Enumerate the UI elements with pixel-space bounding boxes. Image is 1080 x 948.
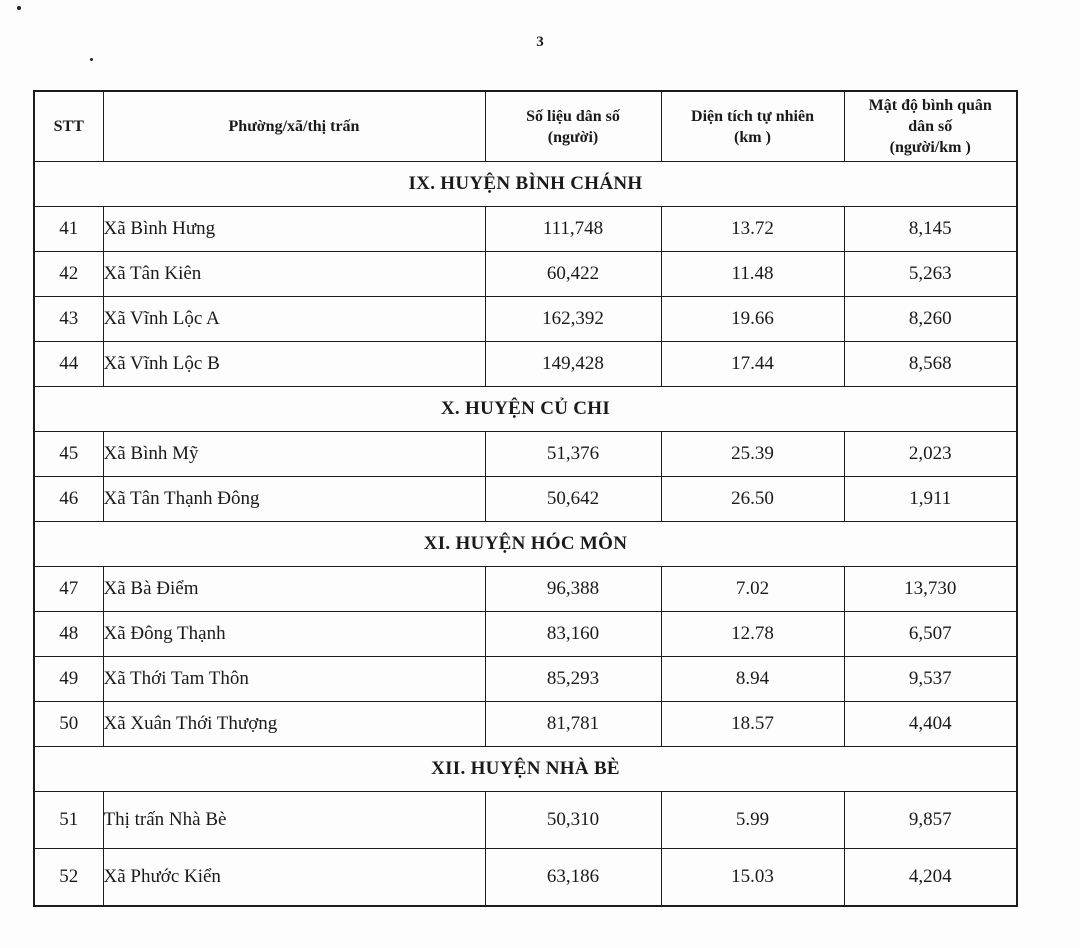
cell-stt: 48 xyxy=(34,612,103,657)
page-number: 3 xyxy=(536,34,544,50)
table-row xyxy=(34,567,1017,612)
cell-area: 11.48 xyxy=(661,252,844,297)
cell-stt: 52 xyxy=(34,849,103,907)
header-area-line: Diện tích tự nhiên xyxy=(691,107,814,125)
cell-population: 51,376 xyxy=(485,432,661,477)
header-density-line: Mật độ bình quân xyxy=(868,97,992,114)
cell-area: 18.57 xyxy=(661,702,844,747)
header-population xyxy=(485,91,661,162)
cell-population: 149,428 xyxy=(485,342,661,387)
cell-density: 9,857 xyxy=(844,792,1017,849)
cell-stt: 42 xyxy=(34,252,103,297)
cell-density: 8,568 xyxy=(844,342,1017,387)
section-row xyxy=(34,162,1017,207)
table-row xyxy=(34,207,1017,252)
table-body xyxy=(34,162,1017,907)
table-row xyxy=(34,477,1017,522)
cell-density: 4,204 xyxy=(844,849,1017,907)
cell-name: Xã Vĩnh Lộc A xyxy=(103,297,485,342)
section-title: XII. HUYỆN NHÀ BÈ xyxy=(34,747,1017,792)
header-density-line: (người/km ) xyxy=(889,139,971,156)
table-row xyxy=(34,612,1017,657)
header-name: Phường/xã/thị trấn xyxy=(103,91,485,162)
cell-density: 1,911 xyxy=(844,477,1017,522)
cell-area: 25.39 xyxy=(661,432,844,477)
table-row xyxy=(34,432,1017,477)
table-row xyxy=(34,849,1017,907)
cell-stt: 51 xyxy=(34,792,103,849)
cell-area: 8.94 xyxy=(661,657,844,702)
section-title: IX. HUYỆN BÌNH CHÁNH xyxy=(34,162,1017,207)
cell-name: Xã Thới Tam Thôn xyxy=(103,657,485,702)
header-population-line: (người) xyxy=(547,128,599,146)
header-area-line: (km ) xyxy=(734,128,771,146)
scan-speck xyxy=(17,6,21,10)
cell-name: Xã Bình Mỹ xyxy=(103,432,485,477)
header-population-line: Số liệu dân số xyxy=(526,107,620,125)
cell-population: 50,310 xyxy=(485,792,661,849)
cell-density: 8,260 xyxy=(844,297,1017,342)
cell-stt: 49 xyxy=(34,657,103,702)
cell-area: 17.44 xyxy=(661,342,844,387)
cell-stt: 50 xyxy=(34,702,103,747)
section-row xyxy=(34,387,1017,432)
cell-area: 12.78 xyxy=(661,612,844,657)
cell-population: 96,388 xyxy=(485,567,661,612)
cell-stt: 47 xyxy=(34,567,103,612)
cell-name: Xã Bình Hưng xyxy=(103,207,485,252)
cell-population: 50,642 xyxy=(485,477,661,522)
cell-density: 13,730 xyxy=(844,567,1017,612)
cell-density: 2,023 xyxy=(844,432,1017,477)
header-area xyxy=(661,91,844,162)
cell-name: Xã Phước Kiển xyxy=(103,849,485,907)
cell-area: 7.02 xyxy=(661,567,844,612)
header-density xyxy=(844,91,1017,162)
scan-speck xyxy=(90,58,93,61)
cell-stt: 44 xyxy=(34,342,103,387)
population-table xyxy=(33,90,1018,907)
cell-name: Xã Xuân Thới Thượng xyxy=(103,702,485,747)
cell-density: 4,404 xyxy=(844,702,1017,747)
cell-area: 15.03 xyxy=(661,849,844,907)
cell-stt: 43 xyxy=(34,297,103,342)
table-row xyxy=(34,792,1017,849)
section-title: X. HUYỆN CỦ CHI xyxy=(34,387,1017,432)
table-row xyxy=(34,702,1017,747)
table-row xyxy=(34,342,1017,387)
cell-name: Xã Bà Điểm xyxy=(103,567,485,612)
cell-area: 26.50 xyxy=(661,477,844,522)
cell-stt: 41 xyxy=(34,207,103,252)
section-row xyxy=(34,522,1017,567)
cell-population: 81,781 xyxy=(485,702,661,747)
header-row xyxy=(34,91,1017,162)
cell-population: 85,293 xyxy=(485,657,661,702)
cell-population: 162,392 xyxy=(485,297,661,342)
cell-density: 9,537 xyxy=(844,657,1017,702)
cell-name: Xã Tân Thạnh Đông xyxy=(103,477,485,522)
section-row xyxy=(34,747,1017,792)
cell-name: Xã Vĩnh Lộc B xyxy=(103,342,485,387)
cell-population: 63,186 xyxy=(485,849,661,907)
table-row xyxy=(34,657,1017,702)
header-density-line: dân số xyxy=(908,118,953,135)
cell-population: 83,160 xyxy=(485,612,661,657)
cell-area: 13.72 xyxy=(661,207,844,252)
table-row xyxy=(34,252,1017,297)
cell-population: 111,748 xyxy=(485,207,661,252)
cell-area: 5.99 xyxy=(661,792,844,849)
table-row xyxy=(34,297,1017,342)
cell-area: 19.66 xyxy=(661,297,844,342)
header-stt: STT xyxy=(34,91,103,162)
section-title: XI. HUYỆN HÓC MÔN xyxy=(34,522,1017,567)
cell-stt: 46 xyxy=(34,477,103,522)
cell-stt: 45 xyxy=(34,432,103,477)
cell-density: 5,263 xyxy=(844,252,1017,297)
cell-name: Xã Tân Kiên xyxy=(103,252,485,297)
cell-name: Xã Đông Thạnh xyxy=(103,612,485,657)
cell-name: Thị trấn Nhà Bè xyxy=(103,792,485,849)
cell-population: 60,422 xyxy=(485,252,661,297)
cell-density: 6,507 xyxy=(844,612,1017,657)
cell-density: 8,145 xyxy=(844,207,1017,252)
